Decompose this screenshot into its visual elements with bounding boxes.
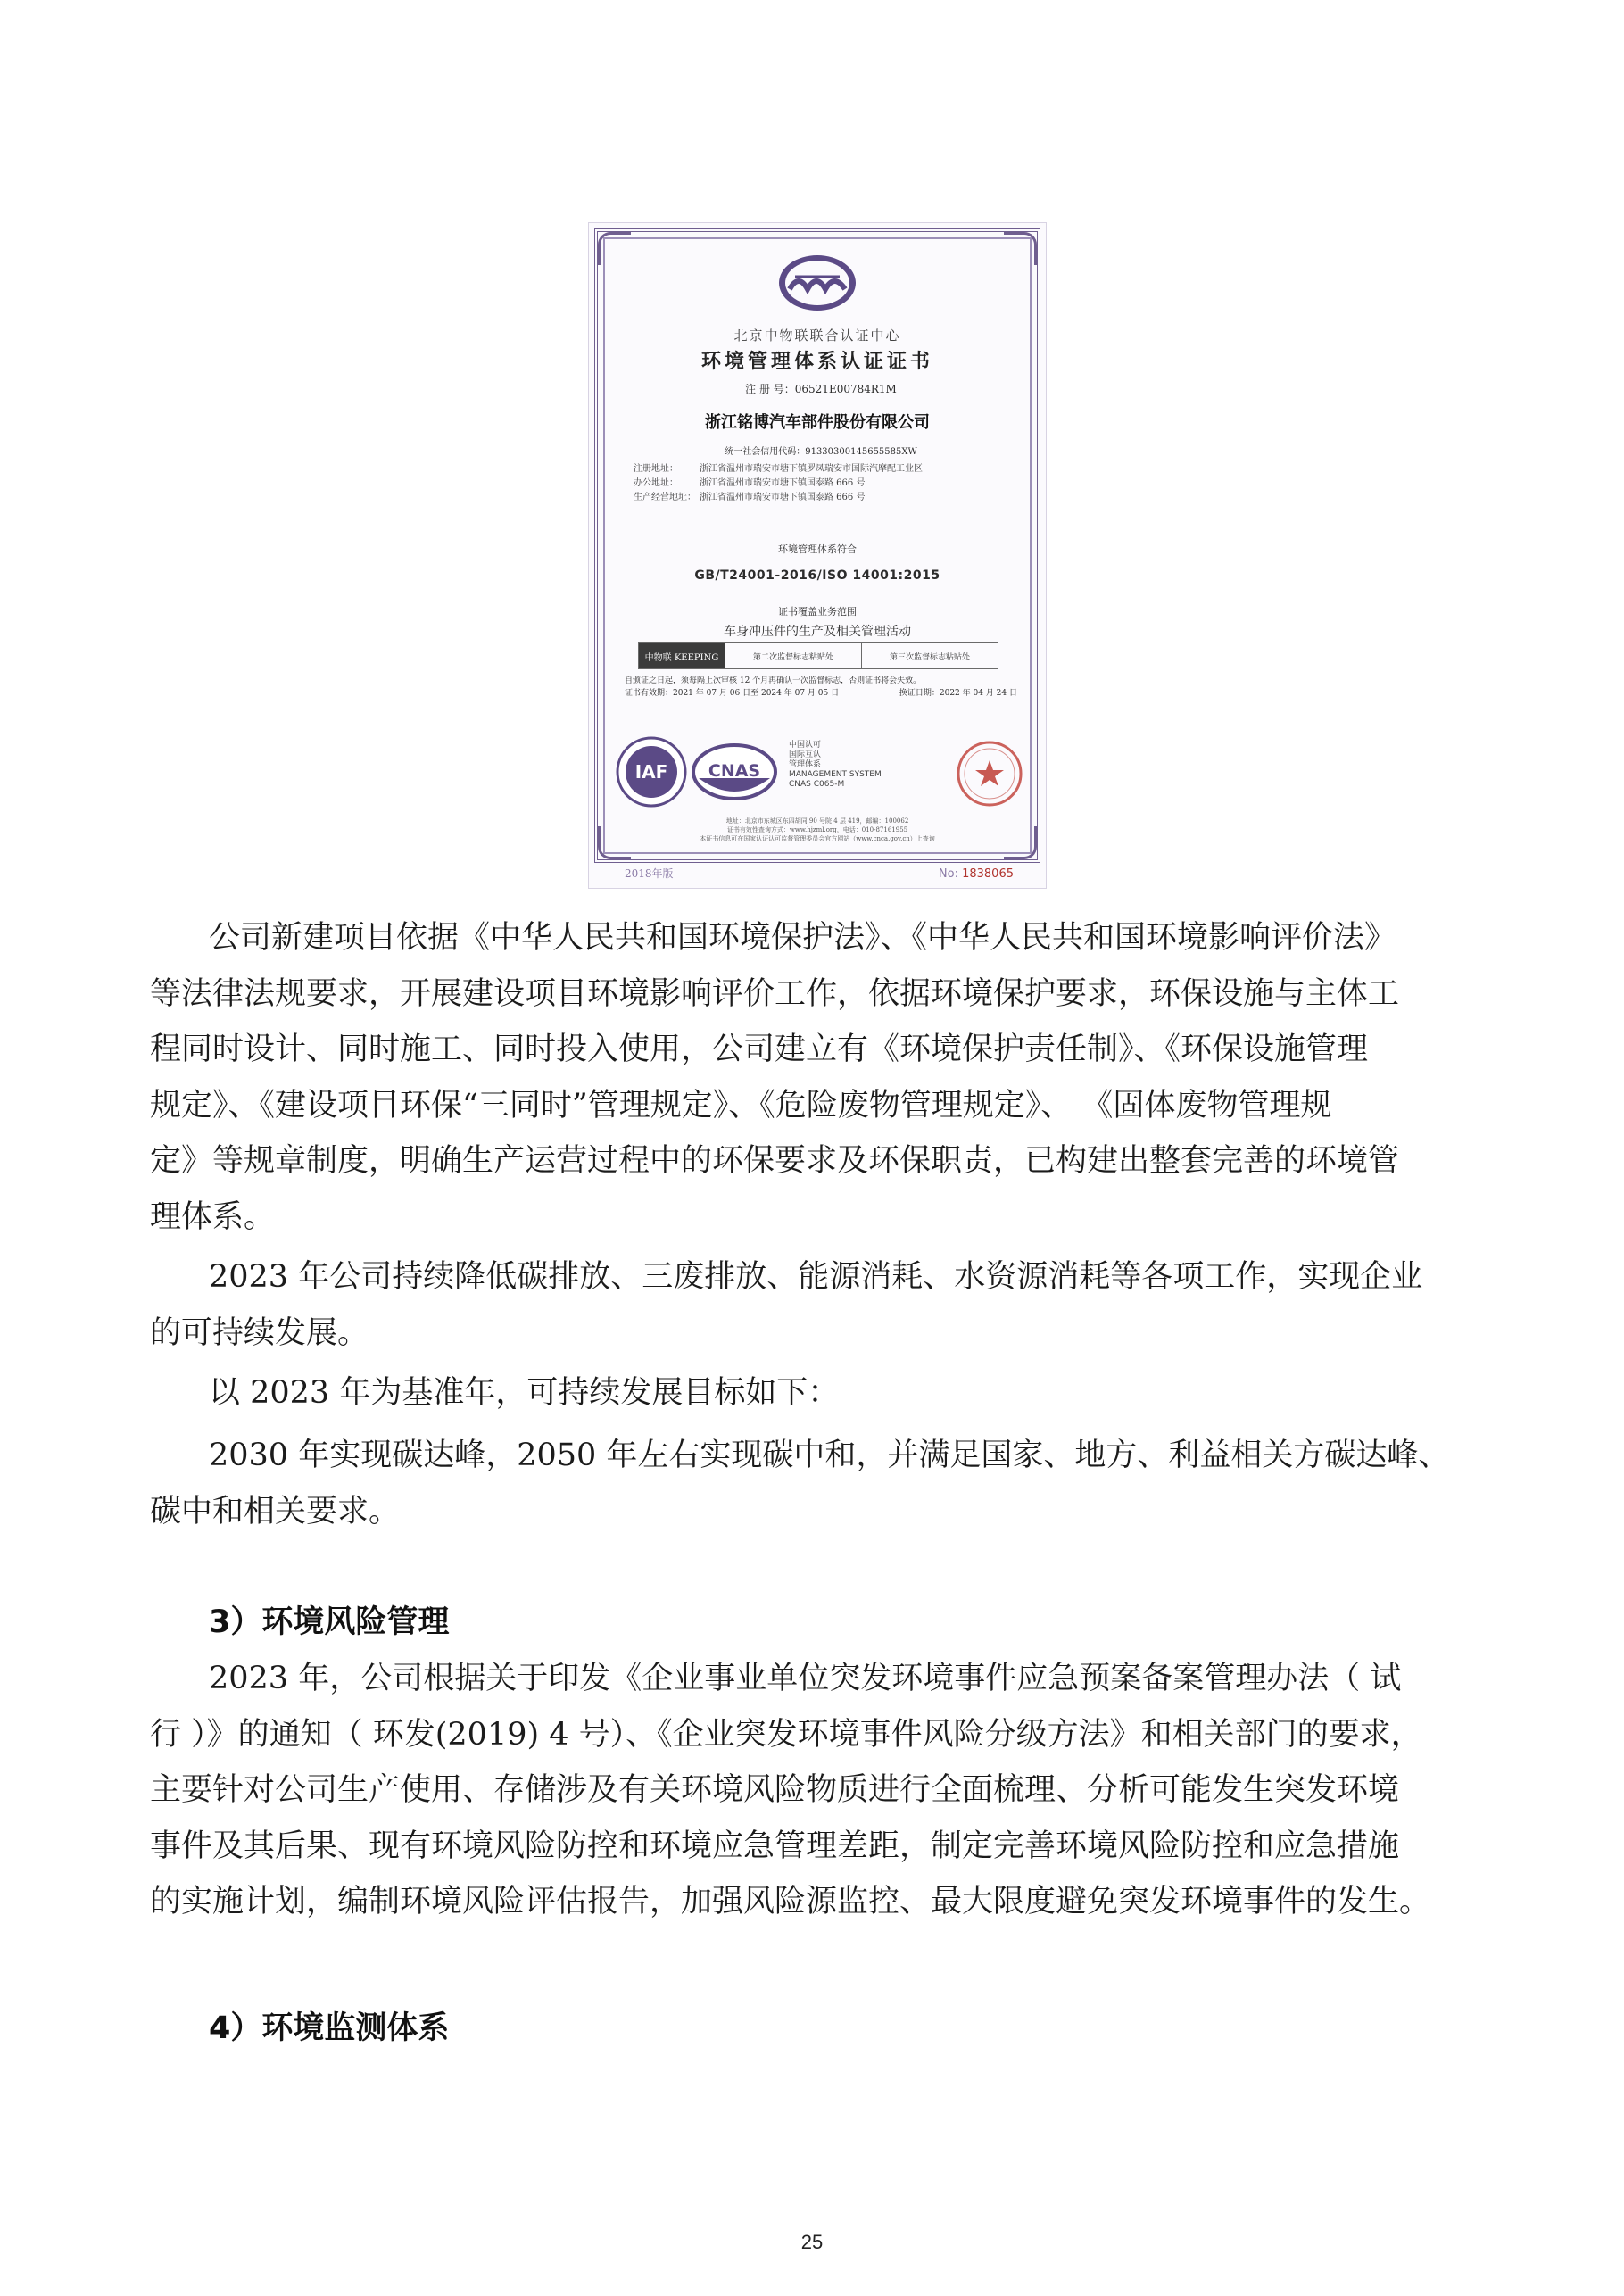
text-line: 的实施计划，编制环境风险评估报告，加强风险源监控、最大限度避免突发环境事件的发生。	[150, 1884, 1431, 1919]
address-value: 浙江省温州市瑞安市塘下镇罗凤瑞安市国际汽摩配工业区	[700, 464, 923, 474]
cnas-logo-icon	[692, 742, 777, 801]
address-value: 浙江省温州市瑞安市塘下镇国泰路 666 号	[700, 478, 866, 488]
issue-date: 换证日期：2022 年 04 月 24 日	[899, 689, 1017, 698]
address-label: 办公地址：	[634, 478, 678, 488]
page-number: 25	[800, 2231, 824, 2253]
paragraph-environment-laws	[150, 910, 1506, 1245]
cnas-line: 管理体系	[789, 760, 822, 769]
valid-period: 证书有效期：2021 年 07 月 06 日至 2024 年 07 月 05 日	[625, 689, 840, 698]
address-value: 浙江省温州市瑞安市塘下镇国泰路 666 号	[700, 493, 866, 502]
supervision-cell: 第二次监督标志粘贴处	[725, 643, 861, 668]
paragraph-emission-reduction	[150, 1249, 1506, 1361]
validity-note: 自颁证之日起，须每隔上次审核 12 个月再确认一次监督标志，否则证书将会失效。	[625, 676, 922, 685]
address-label: 生产经营地址：	[634, 493, 696, 502]
certificate-number-label: No:	[938, 867, 958, 881]
company-name: 浙江铭博汽车部件股份有限公司	[705, 413, 930, 432]
address-line	[634, 475, 865, 488]
cnas-line: 中国认可	[789, 741, 822, 750]
address-line	[634, 460, 923, 474]
certificate-number	[939, 867, 1014, 881]
paragraph-risk-management	[150, 1651, 1506, 1930]
text-line: 2023 年，公司根据关于印发《企业事业单位突发环境事件应急预案备案管理办法（ 试	[209, 1661, 1402, 1696]
certificate-footer-line: 证书有效性查询方式：www.hjzml.org，电话：010-87161955	[726, 826, 908, 833]
official-seal-icon	[955, 739, 1024, 808]
certificate-footer-line: 本证书信息可在国家认证认可监督管理委员会官方网站（www.cnca.gov.cn）上查询	[700, 835, 935, 842]
text-line: 以 2023 年为基准年，可持续发展目标如下：	[209, 1375, 840, 1411]
text-line: 碳中和相关要求。	[150, 1493, 401, 1529]
validity-row	[625, 686, 1017, 698]
cnas-line-en: CNAS C065-M	[789, 780, 845, 789]
text-line: 主要针对公司生产使用、存储涉及有关环境风险物质进行全面梳理、分析可能发生突发环境	[150, 1772, 1400, 1808]
address-label: 注册地址：	[634, 464, 678, 474]
corner-ornament	[1004, 232, 1037, 265]
scope-text: 车身冲压件的生产及相关管理活动	[724, 625, 911, 639]
section-heading-monitoring: 4）环境监测体系	[209, 2010, 450, 2046]
text-line: 公司新建项目依据《中华人民共和国环境保护法》、《中华人民共和国环境影响评价法》	[209, 920, 1396, 956]
cnas-info	[789, 741, 882, 790]
text-line: 理体系。	[150, 1198, 276, 1235]
credit-code: 统一社会信用代码：91330300145655585XW	[725, 447, 917, 457]
text-line: 等法律法规要求，开展建设项目环境影响评价工作，依据环境保护要求，环保设施与主体工	[150, 975, 1400, 1012]
text-line: 定》等规章制度，明确生产运营过程中的环保要求及环保职责，已构建出整套完善的环境管	[150, 1143, 1400, 1179]
certificate-edition: 2018年版	[625, 867, 674, 880]
registration-number: 注 册 号：06521E00784R1M	[745, 383, 897, 395]
conformity-label: 环境管理体系符合	[778, 543, 857, 555]
certificate-image	[589, 223, 1046, 888]
svg-text:CNAS: CNAS	[708, 761, 761, 781]
issuer-logo-icon	[777, 253, 858, 312]
corner-ornament	[598, 232, 631, 265]
cnas-line-en: MANAGEMENT SYSTEM	[789, 770, 882, 779]
section-heading-risk: 3）环境风险管理	[209, 1604, 450, 1640]
iaf-logo-icon	[616, 736, 687, 808]
svg-text:IAF: IAF	[634, 761, 668, 783]
certificate-footer-line: 地址：北京市东城区东四胡同 90 号院 4 层 419，邮编：100062	[725, 817, 909, 825]
cnas-line: 国际互认	[789, 750, 822, 759]
paragraph-baseline-year	[150, 1365, 1506, 1422]
scope-heading: 证书覆盖业务范围	[778, 606, 857, 618]
supervision-cell: 第三次监督标志粘贴处	[861, 643, 998, 668]
supervision-logo	[639, 643, 725, 668]
standard-code: GB/T24001-2016/ISO 14001:2015	[694, 568, 940, 583]
text-line: 行 ）》的通知（ 环发(2019) 4 号）、《企业突发环境事件风险分级方法》和相关部门的要求，	[150, 1716, 1422, 1753]
issuer-name: 北京中物联联合认证中心	[733, 327, 901, 344]
text-line: 的可持续发展。	[150, 1314, 369, 1351]
address-line	[634, 489, 865, 502]
certificate-title: 环境管理体系认证证书	[700, 350, 933, 373]
text-line: 程同时设计、同时施工、同时投入使用，公司建立有《环境保护责任制》、《环保设施管理	[150, 1032, 1369, 1067]
text-line: 2023 年公司持续降低碳排放、三废排放、能源消耗、水资源消耗等各项工作，实现企业	[209, 1259, 1423, 1295]
supervision-logo-text: 中物联 KEEPING	[644, 652, 719, 663]
text-line: 规定》、《建设项目环保“三同时”管理规定》、《危险废物管理规定》、 《固体废物管理规	[150, 1087, 1332, 1123]
supervision-box	[638, 642, 998, 669]
paragraph-carbon-goals	[150, 1428, 1506, 1539]
text-line: 事件及其后果、现有环境风险防控和环境应急管理差距，制定完善环境风险防控和应急措施	[150, 1828, 1400, 1864]
text-line: 2030 年实现碳达峰，2050 年左右实现碳中和，并满足国家、地方、利益相关方碳达峰、	[209, 1438, 1450, 1473]
certificate-number-value: 1838065	[962, 867, 1014, 881]
